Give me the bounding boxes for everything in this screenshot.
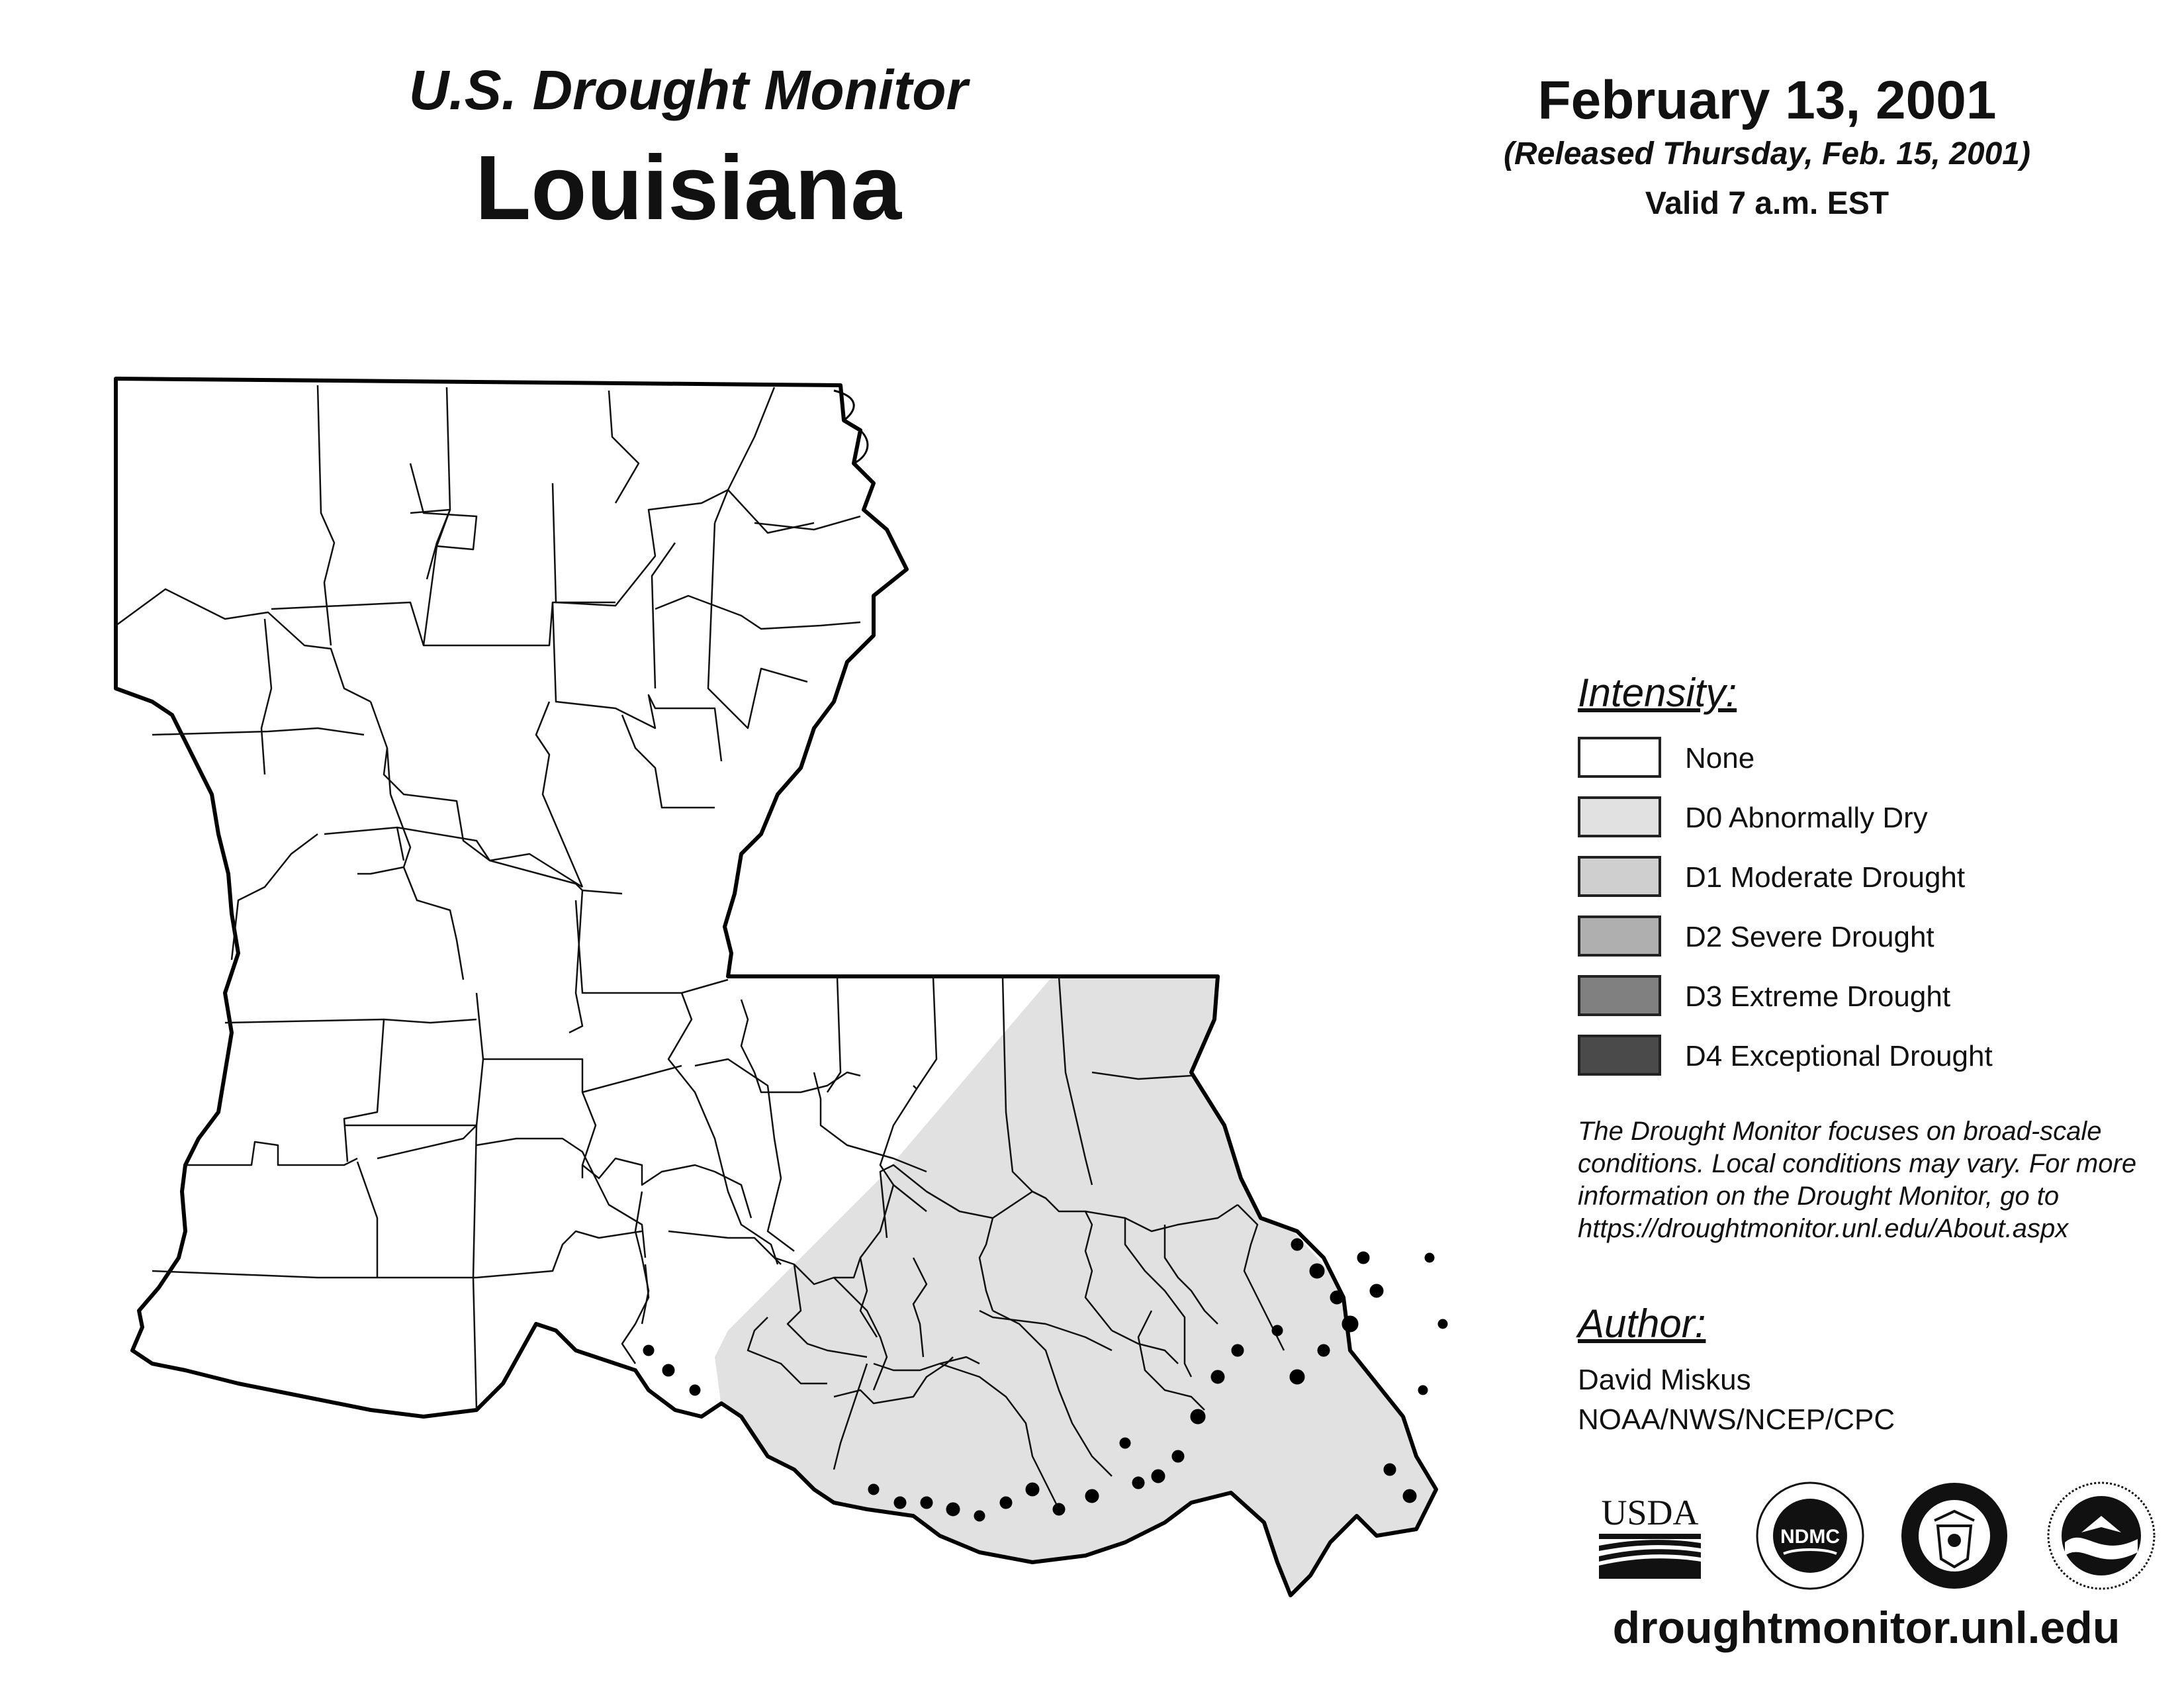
footer-url[interactable]: droughtmonitor.unl.edu [1612,1603,2120,1653]
legend-label: D0 Abnormally Dry [1685,802,1928,834]
legend-label: D2 Severe Drought [1685,921,1934,953]
legend-item-d3 [1578,975,2107,1021]
release-date: (Released Thursday, Feb. 15, 2001) [1504,136,2030,171]
legend-swatch-d1 [1578,856,1661,897]
usda-logo [1594,1479,1706,1592]
legend-label: D3 Extreme Drought [1685,980,1951,1013]
author-org: NOAA/NWS/NCEP/CPC [1578,1403,1895,1436]
legend-swatch-none [1578,737,1661,778]
map-date: February 13, 2001 [1537,70,1997,130]
legend-swatch-d4 [1578,1035,1661,1076]
legend-swatch-d0 [1578,796,1661,837]
legend-swatch-d3 [1578,975,1661,1016]
commerce-seal [1898,1479,2011,1592]
ndmc-logo-text: NDMC [1780,1526,1840,1548]
legend-item-d0 [1578,796,2107,843]
author-heading: Author: [1578,1301,1706,1346]
drought-monitor-note [1578,1115,2173,1245]
legend-item-d1 [1578,856,2107,902]
legend-item-d2 [1578,915,2107,962]
map-title: U.S. Drought Monitor [408,59,968,121]
valid-time: Valid 7 a.m. EST [1645,186,1889,221]
author-name: David Miskus [1578,1364,1751,1396]
legend-label: None [1685,742,1755,774]
legend-heading: Intensity: [1578,671,1737,715]
ndmc-logo [1754,1479,1866,1592]
usda-logo-text: USDA [1601,1493,1699,1532]
note-line: conditions. Local conditions may vary. For more [1578,1149,2137,1178]
note-line: The Drought Monitor focuses on broad-scale [1578,1117,2102,1146]
state-name: Louisiana [475,137,902,239]
noaa-logo [2045,1479,2158,1592]
legend-label: D1 Moderate Drought [1685,861,1966,894]
legend-swatch-d2 [1578,915,1661,957]
legend-label: D4 Exceptional Drought [1685,1040,1993,1072]
note-link[interactable]: https://droughtmonitor.unl.edu/About.aspx [1578,1214,2069,1243]
legend-item-none [1578,737,2107,783]
note-line: information on the Drought Monitor, go to [1578,1182,2060,1211]
legend-item-d4 [1578,1035,2107,1081]
